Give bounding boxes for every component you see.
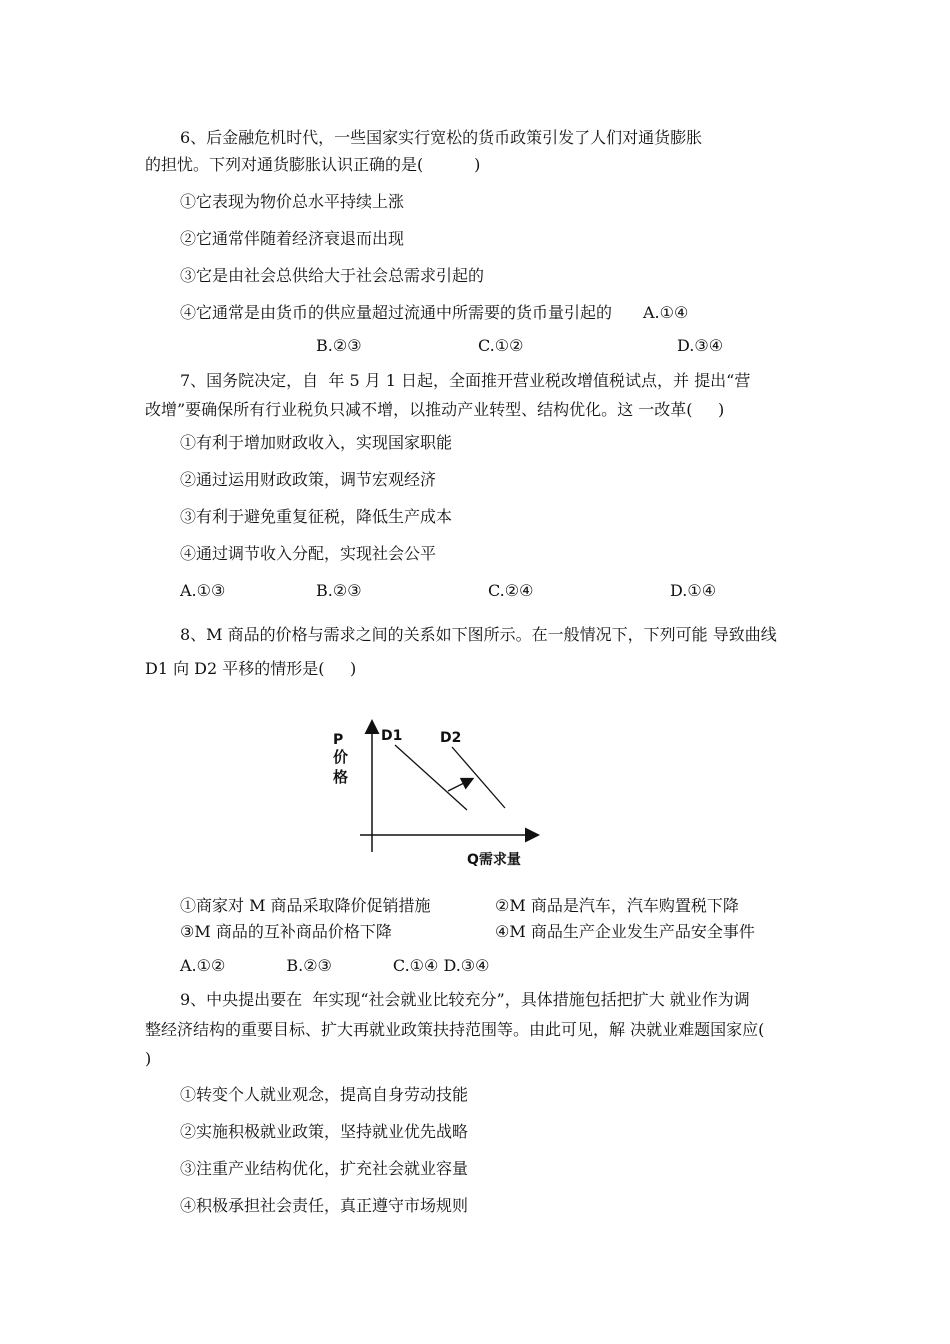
q9-stem-line2: 整经济结构的重要目标、扩大再就业政策扶持范围等。由此可见，解 决就业难题国家应(	[145, 1020, 765, 1039]
q6-stem-line1: 6、后金融危机时代，一些国家实行宽松的货币政策引发了人们对通货膨胀	[180, 128, 703, 147]
q6-option-b: B.②③	[316, 336, 362, 355]
q9-item-4: ④积极承担社会责任，真正遵守市场规则	[180, 1196, 469, 1215]
q8-stem-line2: D1 向 D2 平移的情形是( )	[145, 659, 357, 678]
q8-item-3: ③M 商品的互补商品价格下降	[180, 922, 392, 941]
q7-option-c: C.②④	[488, 581, 534, 600]
q7-item-1: ①有利于增加财政收入，实现国家职能	[180, 433, 453, 452]
q6-item-4: ④它通常是由货币的供应量超过流通中所需要的货币量引起的	[180, 303, 613, 322]
q9-item-1: ①转变个人就业观念，提高自身劳动技能	[180, 1085, 469, 1104]
curve-label-d1: D1	[381, 728, 403, 744]
curve-label-d2: D2	[440, 730, 462, 746]
curve-d2	[452, 747, 505, 808]
q9-stem-line1: 9、中央提出要在 年实现“社会就业比较充分”，具体措施包括把扩大 就业作为调	[180, 990, 750, 1009]
q9-stem-line3: )	[145, 1049, 152, 1068]
q7-item-3: ③有利于避免重复征税，降低生产成本	[180, 507, 453, 526]
q9-item-2: ②实施积极就业政策，坚持就业优先战略	[180, 1122, 469, 1141]
q6-item-2: ②它通常伴随着经济衰退而出现	[180, 229, 405, 248]
y-axis-label-char2: 格	[333, 768, 349, 786]
y-axis-label-char1: 价	[333, 748, 349, 766]
q6-option-c: C.①②	[478, 336, 524, 355]
q7-option-a: A.①③	[180, 581, 226, 600]
q6-option-a: A.①④	[643, 303, 689, 322]
y-axis-label-p: P	[333, 732, 344, 748]
x-axis-label: Q需求量	[467, 852, 521, 868]
q8-options: A.①② B.②③ C.①④ D.③④	[180, 956, 490, 975]
q8-item-2: ②M 商品是汽车，汽车购置税下降	[495, 896, 739, 915]
q8-item-4: ④M 商品生产企业发生产品安全事件	[495, 922, 755, 941]
q7-stem-line1: 7、国务院决定，自 年 5 月 1 日起，全面推开营业税改增值税试点，并 提出“营	[180, 371, 751, 390]
shift-arrow	[448, 779, 472, 791]
demand-curve-graph	[325, 712, 545, 872]
q6-item-1: ①它表现为物价总水平持续上涨	[180, 192, 405, 211]
q8-stem-line1: 8、M 商品的价格与需求之间的关系如下图所示。在一般情况下，下列可能 导致曲线	[180, 625, 777, 644]
curve-d1	[395, 745, 467, 810]
q6-item-3: ③它是由社会总供给大于社会总需求引起的	[180, 266, 485, 285]
q8-item-1: ①商家对 M 商品采取降价促销措施	[180, 896, 431, 915]
q7-option-d: D.①④	[670, 581, 717, 600]
q6-option-d: D.③④	[677, 336, 724, 355]
q7-option-b: B.②③	[316, 581, 362, 600]
q9-item-3: ③注重产业结构优化，扩充社会就业容量	[180, 1159, 469, 1178]
q7-item-2: ②通过运用财政政策，调节宏观经济	[180, 470, 437, 489]
q7-stem-line2: 改增”要确保所有行业税负只减不增，以推动产业转型、结构优化。这 一改革( )	[145, 400, 725, 419]
q7-item-4: ④通过调节收入分配，实现社会公平	[180, 544, 437, 563]
q6-stem-line2: 的担忧。下列对通货膨胀认识正确的是( )	[145, 155, 481, 174]
